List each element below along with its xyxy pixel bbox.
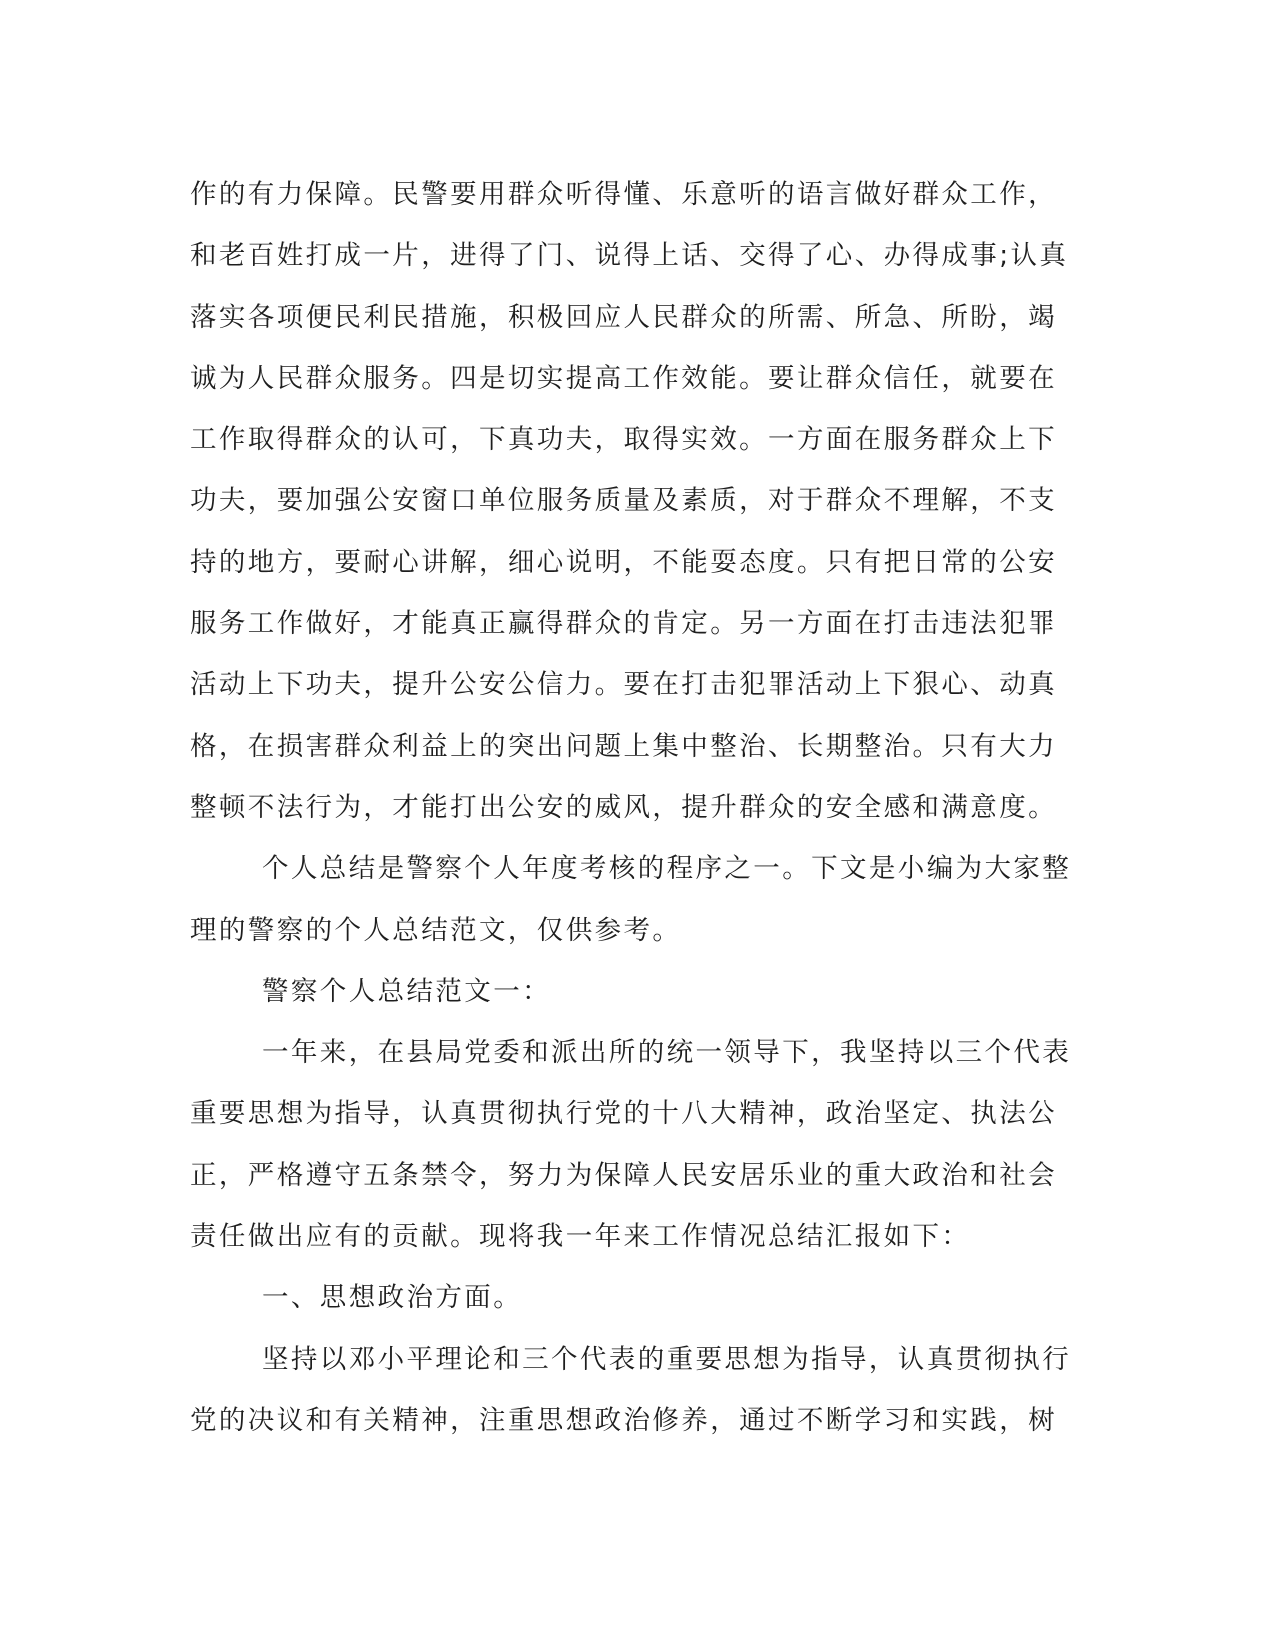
- text-line: 理的警察的个人总结范文，仅供参考。: [190, 914, 682, 946]
- text-line: 整顿不法行为，才能打出公安的威风，提升群众的安全感和满意度。: [190, 791, 1057, 823]
- text-line: 责任做出应有的贡献。现将我一年来工作情况总结汇报如下：: [190, 1221, 971, 1253]
- text-line: 服务工作做好，才能真正赢得群众的肯定。另一方面在打击违法犯罪: [190, 608, 1057, 640]
- text-line: 格，在损害群众利益上的突出问题上集中整治、长期整治。只有大力: [190, 730, 1057, 762]
- text-line: 个人总结是警察个人年度考核的程序之一。下文是小编为大家整: [262, 853, 1072, 885]
- text-line: 党的决议和有关精神，注重思想政治修养，通过不断学习和实践，树: [190, 1404, 1057, 1436]
- text-line: 持的地方，要耐心讲解，细心说明，不能耍态度。只有把日常的公安: [190, 546, 1057, 578]
- text-line: 活动上下功夫，提升公安公信力。要在打击犯罪活动上下狠心、动真: [190, 669, 1057, 701]
- text-line: 作的有力保障。民警要用群众听得懂、乐意听的语言做好群众工作，: [190, 179, 1057, 210]
- text-line: 工作取得群众的认可，下真功夫，取得实效。一方面在服务群众上下: [190, 424, 1057, 456]
- text-line: 一、思想政治方面。: [262, 1282, 523, 1314]
- text-line: 正，严格遵守五条禁令，努力为保障人民安居乐业的重大政治和社会: [190, 1159, 1057, 1191]
- text-line: 一年来，在县局党委和派出所的统一领导下，我坚持以三个代表: [262, 1037, 1072, 1069]
- text-line: 诚为人民群众服务。四是切实提高工作效能。要让群众信任，就要在: [190, 362, 1057, 394]
- text-line: 和老百姓打成一片，进得了门、说得上话、交得了心、办得成事;认真: [190, 240, 1069, 272]
- text-line: 坚持以邓小平理论和三个代表的重要思想为指导，认真贯彻执行: [262, 1343, 1072, 1375]
- text-line: 重要思想为指导，认真贯彻执行党的十八大精神，政治坚定、执法公: [190, 1098, 1057, 1130]
- document-body: [190, 164, 1080, 1451]
- text-line: 功夫，要加强公安窗口单位服务质量及素质，对于群众不理解，不支: [190, 485, 1057, 517]
- text-line: 落实各项便民利民措施，积极回应人民群众的所需、所急、所盼，竭: [190, 301, 1057, 333]
- text-line: 警察个人总结范文一：: [262, 975, 551, 1007]
